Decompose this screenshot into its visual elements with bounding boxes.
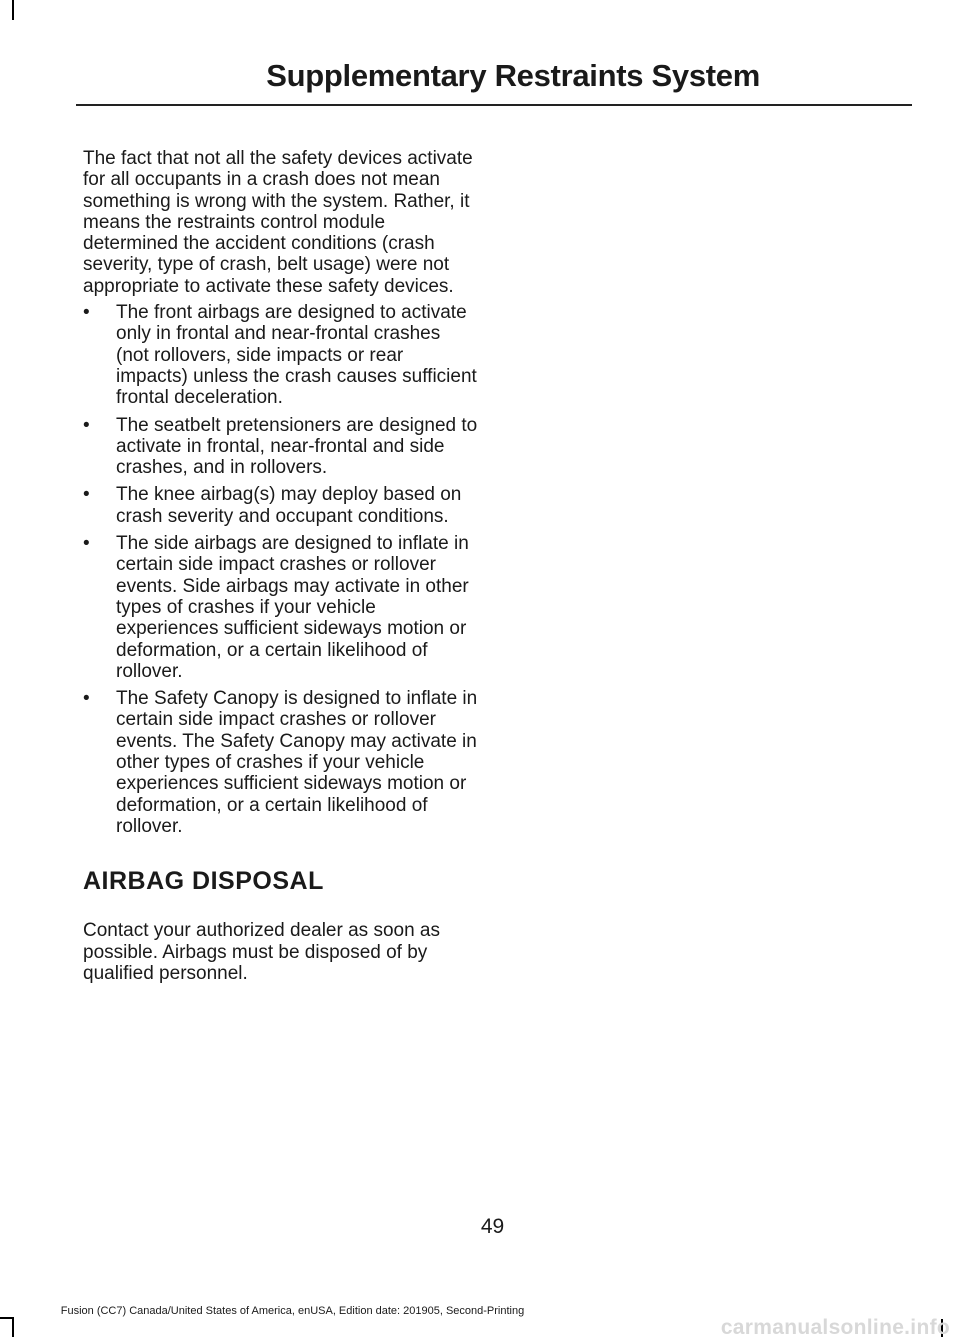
edition-footer: Fusion (CC7) Canada/United States of America, enUSA, Edition date: 201905, Second-Printing <box>60 1305 525 1317</box>
list-item <box>83 484 478 527</box>
list-item <box>83 302 478 408</box>
bullet-icon: • <box>83 533 90 555</box>
bullet-text: The front airbags are designed to activate only in frontal and near-frontal crashes (not rollovers, side impacts or rear impacts) unless the crash causes sufficient frontal deceleration. <box>116 302 477 409</box>
list-item <box>83 415 478 479</box>
bullet-text: The seatbelt pretensioners are designed to activate in frontal, near-frontal and side crashes, and in rollovers. <box>116 414 478 479</box>
bullet-icon: • <box>83 302 90 324</box>
crop-mark-bottom-left <box>12 1317 14 1337</box>
page-title: Supplementary Restraints System <box>266 58 760 93</box>
main-content <box>83 148 478 984</box>
watermark: carmanualsonline.info <box>720 1316 950 1339</box>
bullet-list <box>83 302 478 837</box>
section-paragraph: Contact your authorized dealer as soon as possible. Airbags must be disposed of by qualified personnel. <box>83 920 440 984</box>
section-heading: AIRBAG DISPOSAL <box>83 867 324 896</box>
bullet-icon: • <box>83 484 90 506</box>
bullet-text: The side airbags are designed to inflate in certain side impact crashes or rollover events. Side airbags may activate in other types of crashes if your vehicle experiences sufficient sideways motion or deformation, or a certain likelihood of rollover. <box>116 533 469 682</box>
list-item <box>83 533 478 682</box>
bullet-icon: • <box>83 688 90 710</box>
page-number: 49 <box>480 1215 505 1238</box>
bullet-text: The Safety Canopy is designed to inflate in certain side impact crashes or rollover events. The Safety Canopy may activate in other types of crashes if your vehicle experiences sufficient sideways motion or deformation, or a certain likelihood of rollover. <box>116 688 478 837</box>
list-item <box>83 688 478 837</box>
crop-mark-top-left <box>12 0 14 20</box>
title-divider <box>76 104 912 106</box>
crop-mark-bottom-left-corner <box>0 1317 14 1319</box>
intro-paragraph: The fact that not all the safety devices activate for all occupants in a crash does not mean something is wrong with the system. Rather, it means the restraints control module determined the accident conditions (crash severity, type of crash, belt usage) were not appropriate to activate these safety devices. <box>83 148 473 297</box>
bullet-icon: • <box>83 414 90 436</box>
bullet-text: The knee airbag(s) may deploy based on crash severity and occupant conditions. <box>116 484 462 527</box>
